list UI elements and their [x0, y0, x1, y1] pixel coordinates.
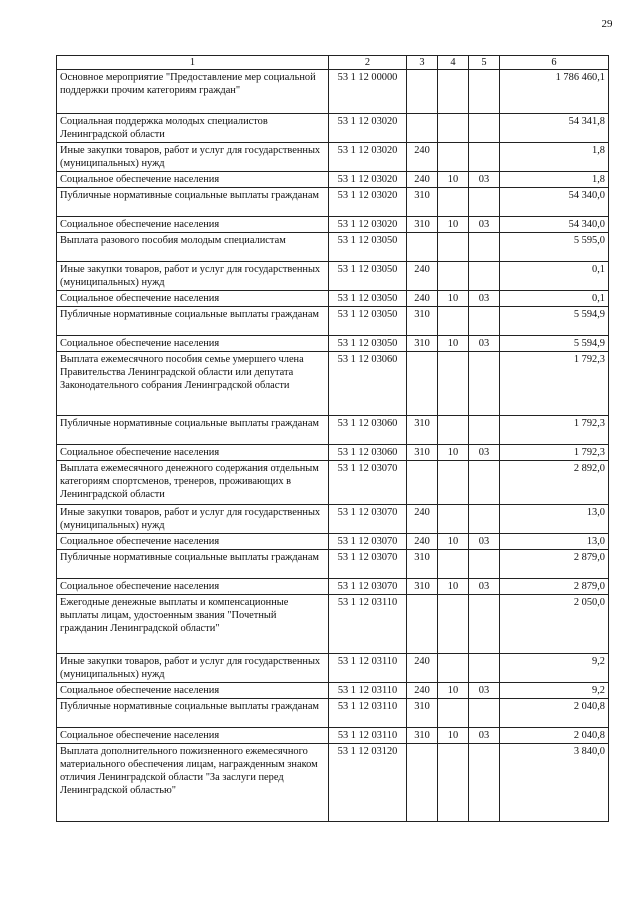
row-name-cell: Публичные нормативные социальные выплаты гражданам — [57, 307, 329, 336]
row-name-cell: Социальное обеспечение населения — [57, 217, 329, 233]
row-amount-cell: 5 594,9 — [500, 307, 609, 336]
row-subsection-cell — [469, 744, 500, 822]
row-expense-type-cell: 310 — [407, 217, 438, 233]
row-subsection-cell — [469, 233, 500, 262]
row-section-cell — [438, 595, 469, 654]
row-code-cell: 53 1 12 03120 — [329, 744, 407, 822]
table-row — [57, 188, 609, 217]
row-section-cell: 10 — [438, 683, 469, 699]
row-code-cell: 53 1 12 03020 — [329, 188, 407, 217]
row-name-cell: Социальное обеспечение населения — [57, 336, 329, 352]
row-subsection-cell — [469, 114, 500, 143]
row-expense-type-cell — [407, 595, 438, 654]
row-section-cell — [438, 550, 469, 579]
row-name-cell: Публичные нормативные социальные выплаты гражданам — [57, 550, 329, 579]
row-name-cell: Выплата ежемесячного пособия семье умершего члена Правительства Ленинградской области или депутата Законодательного собрания Ленинградской области — [57, 352, 329, 416]
table-row — [57, 505, 609, 534]
row-name-cell: Публичные нормативные социальные выплаты гражданам — [57, 188, 329, 217]
row-amount-cell: 54 341,8 — [500, 114, 609, 143]
header-row — [57, 56, 609, 70]
row-expense-type-cell — [407, 352, 438, 416]
header-col-6: 6 — [500, 56, 609, 70]
header-col-1: 1 — [57, 56, 329, 70]
row-section-cell — [438, 352, 469, 416]
page-number: 29 — [601, 18, 613, 30]
row-amount-cell: 1 786 460,1 — [500, 70, 609, 114]
row-expense-type-cell — [407, 70, 438, 114]
row-code-cell: 53 1 12 03060 — [329, 445, 407, 461]
table-row — [57, 416, 609, 445]
row-amount-cell: 2 879,0 — [500, 579, 609, 595]
row-name-cell: Иные закупки товаров, работ и услуг для государственных (муниципальных) нужд — [57, 654, 329, 683]
row-amount-cell: 2 892,0 — [500, 461, 609, 505]
row-section-cell: 10 — [438, 217, 469, 233]
row-subsection-cell — [469, 262, 500, 291]
row-amount-cell: 13,0 — [500, 534, 609, 550]
budget-table — [56, 55, 609, 822]
row-section-cell: 10 — [438, 579, 469, 595]
row-expense-type-cell: 310 — [407, 699, 438, 728]
row-expense-type-cell: 310 — [407, 550, 438, 579]
row-code-cell: 53 1 12 03110 — [329, 654, 407, 683]
row-section-cell — [438, 699, 469, 728]
row-name-cell: Основное мероприятие "Предоставление мер социальной поддержки прочим категориям граждан" — [57, 70, 329, 114]
row-amount-cell: 1,8 — [500, 172, 609, 188]
row-expense-type-cell — [407, 461, 438, 505]
table-row — [57, 461, 609, 505]
row-amount-cell: 0,1 — [500, 262, 609, 291]
row-code-cell: 53 1 12 03050 — [329, 291, 407, 307]
row-code-cell: 53 1 12 03020 — [329, 172, 407, 188]
row-code-cell: 53 1 12 03070 — [329, 505, 407, 534]
row-amount-cell: 0,1 — [500, 291, 609, 307]
row-code-cell: 53 1 12 03020 — [329, 114, 407, 143]
row-code-cell: 53 1 12 03110 — [329, 595, 407, 654]
row-name-cell: Иные закупки товаров, работ и услуг для государственных (муниципальных) нужд — [57, 262, 329, 291]
row-expense-type-cell: 240 — [407, 262, 438, 291]
row-amount-cell: 1 792,3 — [500, 445, 609, 461]
table-row — [57, 336, 609, 352]
table-row — [57, 352, 609, 416]
row-expense-type-cell: 240 — [407, 534, 438, 550]
row-name-cell: Выплата разового пособия молодым специалистам — [57, 233, 329, 262]
table-row — [57, 114, 609, 143]
row-section-cell — [438, 307, 469, 336]
table-row — [57, 534, 609, 550]
header-col-3: 3 — [407, 56, 438, 70]
row-name-cell: Выплата дополнительного пожизненного ежемесячного материального обеспечения лицам, награжденным знаком отличия Ленинградской области "За заслуги перед Ленинградской областью" — [57, 744, 329, 822]
row-name-cell: Иные закупки товаров, работ и услуг для государственных (муниципальных) нужд — [57, 143, 329, 172]
row-subsection-cell — [469, 307, 500, 336]
row-subsection-cell: 03 — [469, 683, 500, 699]
table-row — [57, 744, 609, 822]
row-section-cell: 10 — [438, 445, 469, 461]
row-code-cell: 53 1 12 03110 — [329, 728, 407, 744]
row-amount-cell: 1 792,3 — [500, 416, 609, 445]
row-amount-cell: 54 340,0 — [500, 188, 609, 217]
row-subsection-cell: 03 — [469, 336, 500, 352]
row-code-cell: 53 1 12 03050 — [329, 307, 407, 336]
row-code-cell: 53 1 12 03050 — [329, 233, 407, 262]
row-section-cell — [438, 416, 469, 445]
table-row — [57, 307, 609, 336]
row-code-cell: 53 1 12 03020 — [329, 217, 407, 233]
row-expense-type-cell: 310 — [407, 188, 438, 217]
row-name-cell: Социальное обеспечение населения — [57, 445, 329, 461]
row-subsection-cell: 03 — [469, 534, 500, 550]
row-subsection-cell — [469, 654, 500, 683]
table-row — [57, 262, 609, 291]
row-section-cell — [438, 654, 469, 683]
table-row — [57, 683, 609, 699]
row-code-cell: 53 1 12 03060 — [329, 352, 407, 416]
row-subsection-cell: 03 — [469, 579, 500, 595]
table-row — [57, 70, 609, 114]
row-subsection-cell — [469, 505, 500, 534]
row-name-cell: Ежегодные денежные выплаты и компенсационные выплаты лицам, удостоенным звания "Почетный гражданин Ленинградской области" — [57, 595, 329, 654]
row-expense-type-cell: 310 — [407, 336, 438, 352]
row-subsection-cell — [469, 416, 500, 445]
row-section-cell — [438, 114, 469, 143]
table-row — [57, 445, 609, 461]
row-expense-type-cell: 240 — [407, 172, 438, 188]
row-section-cell — [438, 461, 469, 505]
row-amount-cell: 13,0 — [500, 505, 609, 534]
row-code-cell: 53 1 12 03110 — [329, 683, 407, 699]
row-section-cell — [438, 188, 469, 217]
row-subsection-cell: 03 — [469, 172, 500, 188]
row-subsection-cell — [469, 699, 500, 728]
row-code-cell: 53 1 12 03070 — [329, 534, 407, 550]
row-name-cell: Социальная поддержка молодых специалистов Ленинградской области — [57, 114, 329, 143]
row-name-cell: Социальное обеспечение населения — [57, 579, 329, 595]
row-subsection-cell: 03 — [469, 728, 500, 744]
table-row — [57, 143, 609, 172]
row-amount-cell: 2 050,0 — [500, 595, 609, 654]
header-col-5: 5 — [469, 56, 500, 70]
row-subsection-cell — [469, 461, 500, 505]
row-subsection-cell: 03 — [469, 445, 500, 461]
header-col-4: 4 — [438, 56, 469, 70]
row-expense-type-cell: 310 — [407, 579, 438, 595]
row-subsection-cell — [469, 70, 500, 114]
table-row — [57, 233, 609, 262]
row-code-cell: 53 1 12 03050 — [329, 336, 407, 352]
header-col-2: 2 — [329, 56, 407, 70]
row-expense-type-cell: 310 — [407, 307, 438, 336]
row-expense-type-cell: 240 — [407, 505, 438, 534]
row-name-cell: Социальное обеспечение населения — [57, 728, 329, 744]
row-code-cell: 53 1 12 03070 — [329, 550, 407, 579]
row-section-cell — [438, 262, 469, 291]
table-row — [57, 579, 609, 595]
row-name-cell: Социальное обеспечение населения — [57, 172, 329, 188]
row-name-cell: Социальное обеспечение населения — [57, 291, 329, 307]
row-code-cell: 53 1 12 03060 — [329, 416, 407, 445]
row-expense-type-cell: 240 — [407, 683, 438, 699]
row-section-cell — [438, 744, 469, 822]
table-row — [57, 728, 609, 744]
table-row — [57, 550, 609, 579]
row-amount-cell: 2 040,8 — [500, 728, 609, 744]
row-subsection-cell: 03 — [469, 217, 500, 233]
row-section-cell: 10 — [438, 336, 469, 352]
row-name-cell: Иные закупки товаров, работ и услуг для государственных (муниципальных) нужд — [57, 505, 329, 534]
row-name-cell: Социальное обеспечение населения — [57, 683, 329, 699]
row-amount-cell: 2 040,8 — [500, 699, 609, 728]
row-section-cell — [438, 143, 469, 172]
row-code-cell: 53 1 12 03070 — [329, 461, 407, 505]
table-row — [57, 654, 609, 683]
row-name-cell: Публичные нормативные социальные выплаты гражданам — [57, 416, 329, 445]
table-row — [57, 172, 609, 188]
row-name-cell: Социальное обеспечение населения — [57, 534, 329, 550]
table-row — [57, 217, 609, 233]
row-amount-cell: 5 594,9 — [500, 336, 609, 352]
row-section-cell: 10 — [438, 534, 469, 550]
row-amount-cell: 1 792,3 — [500, 352, 609, 416]
row-amount-cell: 3 840,0 — [500, 744, 609, 822]
row-expense-type-cell — [407, 233, 438, 262]
row-section-cell: 10 — [438, 728, 469, 744]
row-code-cell: 53 1 12 03110 — [329, 699, 407, 728]
row-expense-type-cell: 310 — [407, 728, 438, 744]
table-row — [57, 699, 609, 728]
row-amount-cell: 1,8 — [500, 143, 609, 172]
row-amount-cell: 5 595,0 — [500, 233, 609, 262]
row-amount-cell: 54 340,0 — [500, 217, 609, 233]
row-code-cell: 53 1 12 03050 — [329, 262, 407, 291]
row-amount-cell: 2 879,0 — [500, 550, 609, 579]
row-name-cell: Публичные нормативные социальные выплаты гражданам — [57, 699, 329, 728]
row-subsection-cell — [469, 188, 500, 217]
row-section-cell: 10 — [438, 291, 469, 307]
row-subsection-cell — [469, 143, 500, 172]
row-section-cell: 10 — [438, 172, 469, 188]
row-expense-type-cell: 240 — [407, 654, 438, 683]
row-expense-type-cell — [407, 744, 438, 822]
row-section-cell — [438, 233, 469, 262]
row-expense-type-cell — [407, 114, 438, 143]
row-subsection-cell — [469, 595, 500, 654]
row-code-cell: 53 1 12 00000 — [329, 70, 407, 114]
row-subsection-cell: 03 — [469, 291, 500, 307]
table-row — [57, 595, 609, 654]
table-row — [57, 291, 609, 307]
row-expense-type-cell: 240 — [407, 291, 438, 307]
row-amount-cell: 9,2 — [500, 654, 609, 683]
row-expense-type-cell: 310 — [407, 445, 438, 461]
row-code-cell: 53 1 12 03020 — [329, 143, 407, 172]
row-subsection-cell — [469, 352, 500, 416]
row-name-cell: Выплата ежемесячного денежного содержания отдельным категориям спортсменов, тренеров, проживающих в Ленинградской области — [57, 461, 329, 505]
row-subsection-cell — [469, 550, 500, 579]
row-amount-cell: 9,2 — [500, 683, 609, 699]
row-expense-type-cell: 310 — [407, 416, 438, 445]
row-section-cell — [438, 70, 469, 114]
row-section-cell — [438, 505, 469, 534]
row-code-cell: 53 1 12 03070 — [329, 579, 407, 595]
row-expense-type-cell: 240 — [407, 143, 438, 172]
